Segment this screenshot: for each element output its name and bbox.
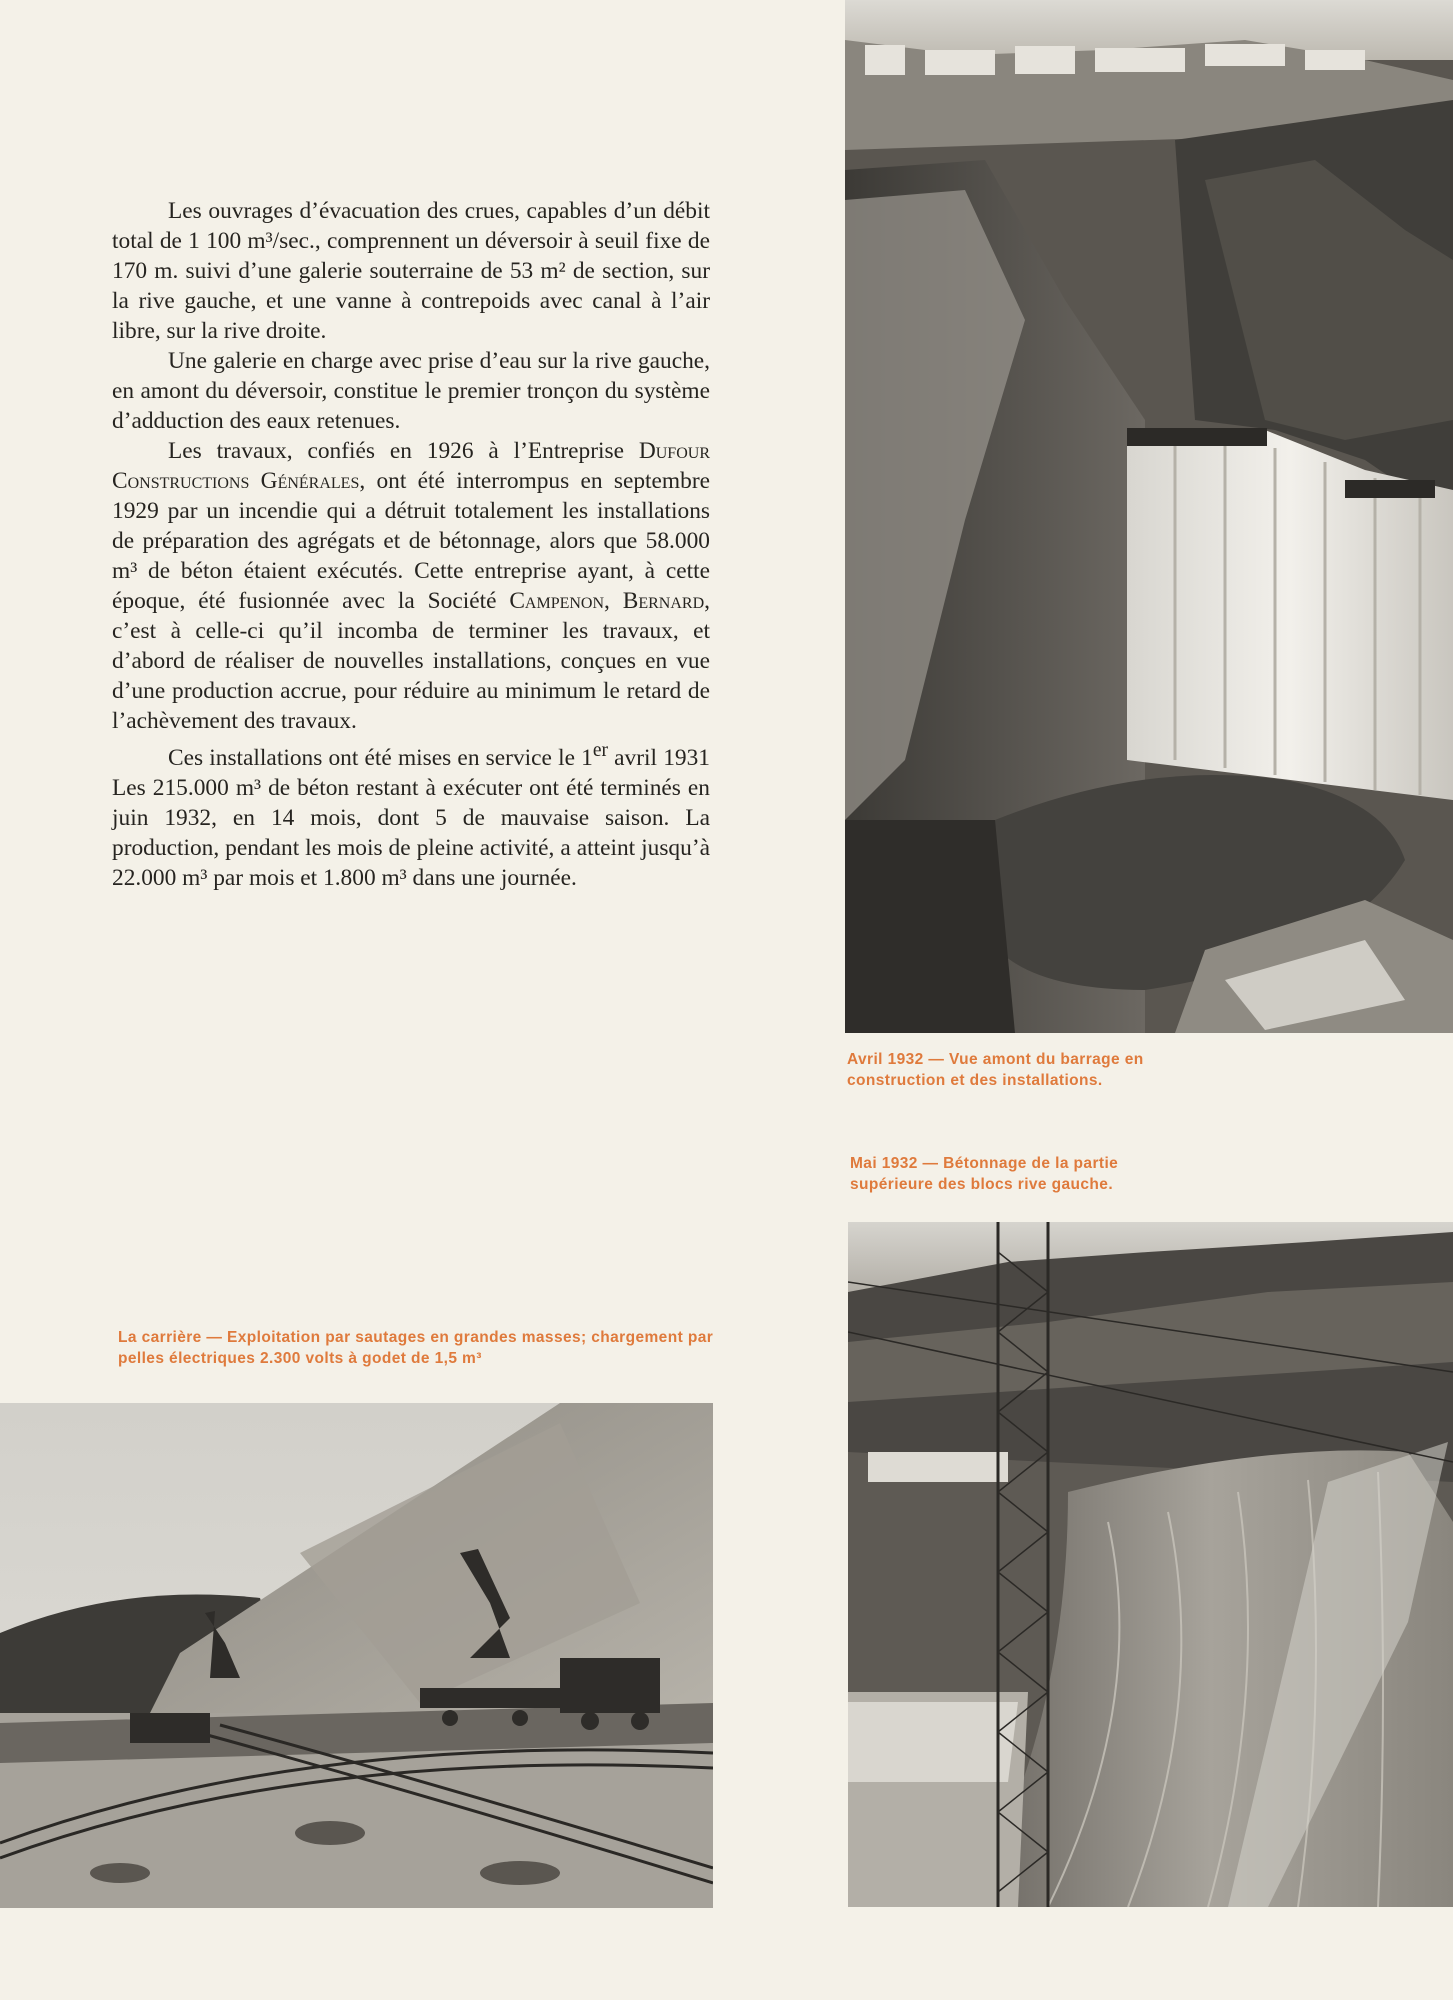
superscript: er bbox=[592, 740, 608, 761]
photo-quarry bbox=[0, 1403, 713, 1908]
quarry-image bbox=[0, 1403, 713, 1908]
small-caps-name: Campenon, Bernard bbox=[509, 588, 705, 614]
paragraph-2: Une galerie en charge avec prise d’eau sur la rive gauche, en amont du déversoir, constitue le premier tronçon du système d’adduction des eaux retenues. bbox=[112, 348, 710, 434]
paragraph-3: Les travaux, confiés en 1926 à l’Entreprise Dufour Constructions Générales, ont été interrompus en septembre 1929 par un incendie qui a détruit totalement les installations de préparation des agrégats et de bétonnage, alors que 58.000 m³ de béton étaient exécutés. Cette entreprise ayant, à cette époque, été fusionnée avec la Société Campenon, Bernard, c’est à celle-ci qu’il incomba de terminer les travaux, et d’abord de réaliser de nouvelles installations, conçues en vue d’une production accrue, pour réduire au minimum le retard de l’achèvement des travaux. bbox=[112, 438, 710, 734]
photo-concreting-may-1932 bbox=[848, 1222, 1453, 1907]
small-caps-name: Dufour Constructions Générales bbox=[112, 438, 710, 494]
caption-avril-1932: Avril 1932 — Vue amont du barrage en construction et des installations. bbox=[847, 1051, 1144, 1089]
concreting-image bbox=[848, 1222, 1453, 1907]
article-body bbox=[112, 196, 710, 893]
paragraph-4: Ces installations ont été mises en service le 1er avril 1931 Les 215.000 m³ de béton restant à exécuter ont été terminés en juin 1932, en 14 mois, dont 5 de mauvaise saison. La production, pendant les mois de pleine activité, a atteint jusqu’à 22.000 m³ par mois et 1.800 m³ dans une journée. bbox=[112, 740, 710, 891]
dam-upstream-image bbox=[845, 0, 1453, 1033]
paragraph-1: Les ouvrages d’évacuation des crues, capables d’un débit total de 1 100 m³/sec., comprennent un déversoir à seuil fixe de 170 m. suivi d’une galerie souterraine de 53 m² de section, sur la rive gauche, et une vanne à contrepoids avec canal à l’air libre, sur la rive droite. bbox=[112, 198, 710, 344]
caption-mai-1932: Mai 1932 — Bétonnage de la partie supérieure des blocs rive gauche. bbox=[850, 1155, 1119, 1193]
photo-dam-upstream-april-1932 bbox=[845, 0, 1453, 1033]
caption-carriere: La carrière — Exploitation par sautages en grandes masses; chargement par pelles électriques 2.300 volts à godet de 1,5 m³ bbox=[118, 1329, 714, 1367]
